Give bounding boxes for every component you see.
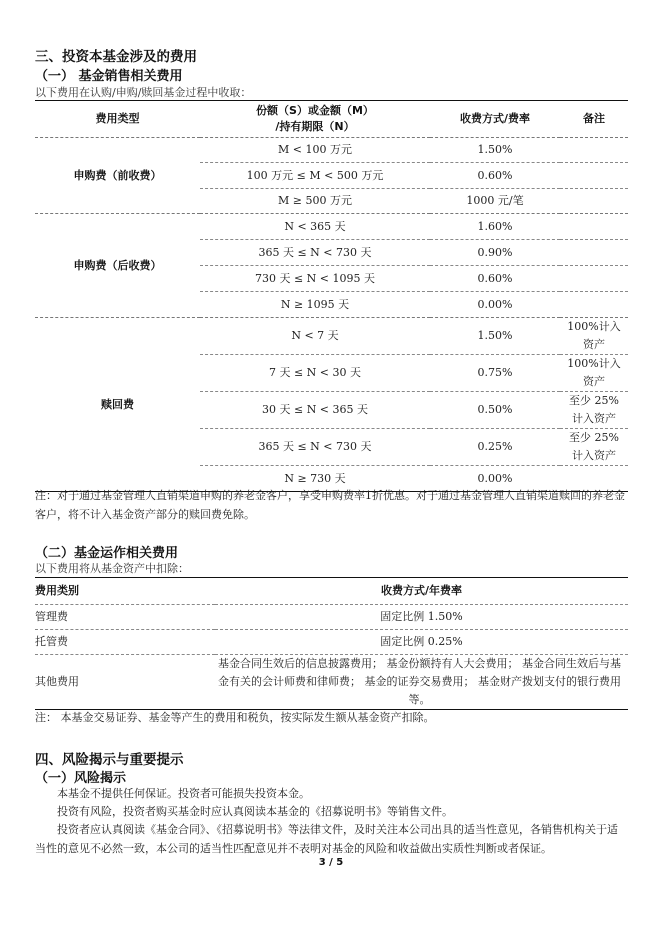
note-cell: [560, 266, 628, 292]
header-annual-rate: 收费方式/年费率: [215, 578, 628, 605]
range-cell: 365 天 ≤ N < 730 天: [200, 429, 430, 466]
range-cell: 365 天 ≤ N < 730 天: [200, 240, 430, 266]
fee-type-cell: 赎回费: [101, 397, 134, 411]
rate-cell: 0.25%: [430, 429, 560, 466]
range-cell: M ≥ 500 万元: [200, 189, 430, 214]
header-rate: 收费方式/费率: [430, 101, 560, 138]
range-cell: 7 天 ≤ N < 30 天: [200, 355, 430, 392]
header-fee-category: 费用类别: [35, 578, 215, 605]
header-note: 备注: [560, 101, 628, 138]
fee-type-cell: 申购费（后收费）: [35, 214, 200, 318]
range-cell: N < 365 天: [200, 214, 430, 240]
operation-fee-footnote: 注： 本基金交易证券、基金等产生的费用和税负，按实际发生额从基金资产扣除。: [35, 711, 435, 724]
note-cell: [560, 292, 628, 318]
fee-rate: 固定比例 0.25%: [215, 630, 628, 655]
note-cell: [560, 240, 628, 266]
header-range-line1: 份额（S）或金额（M）: [256, 104, 374, 117]
note-cell: 至少 25%计入资产: [560, 429, 628, 466]
range-cell: 730 天 ≤ N < 1095 天: [200, 266, 430, 292]
table-row: [35, 138, 628, 163]
operation-fee-table: [35, 577, 628, 710]
rate-cell: 1.50%: [430, 138, 560, 163]
note-cell: [560, 138, 628, 163]
range-cell: N ≥ 730 天: [284, 471, 346, 485]
note-cell: 至少 25%计入资产: [560, 392, 628, 429]
rate-cell: 0.50%: [430, 392, 560, 429]
section-3-1-title: （一） 基金销售相关费用: [35, 69, 183, 84]
range-cell: N ≥ 1095 天: [200, 292, 430, 318]
rate-cell: 0.00%: [430, 292, 560, 318]
range-cell: M < 100 万元: [200, 138, 430, 163]
fee-category: 其他费用: [35, 675, 79, 688]
page-number: 3 / 5: [318, 857, 344, 868]
header-range: [200, 101, 430, 138]
note-cell: 100%计入资产: [560, 355, 628, 392]
fee-category: 管理费: [35, 605, 215, 630]
rate-cell: 0.60%: [430, 163, 560, 189]
header-range-line2: /持有期限（N）: [275, 120, 355, 133]
section-3-1-intro: 以下费用在认购/申购/赎回基金过程中收取：: [35, 86, 252, 99]
section-4-title: 四、风险揭示与重要提示: [35, 752, 184, 768]
risk-paragraph: 本基金不提供任何保证。投资者可能损失投资本金。: [57, 787, 310, 800]
sales-fee-footnote: 注：对于通过基金管理人直销渠道申购的养老金客户，享受申购费率1折优惠。对于通过基金管理人直销渠道赎回的养老金客户，将不计入基金资产部分的赎回费免除。: [35, 489, 625, 521]
note-cell: [560, 214, 628, 240]
rate-cell: 0.75%: [430, 355, 560, 392]
section-3-title: 三、投资本基金涉及的费用: [35, 49, 197, 65]
rate-cell: 0.00%: [477, 471, 513, 485]
range-cell: N < 7 天: [200, 318, 430, 355]
section-3-2-title: （二）基金运作相关费用: [35, 546, 179, 561]
table-header-row: [35, 101, 628, 138]
risk-paragraph: 投资者应认真阅读《基金合同》、《招募说明书》等法律文件，及时关注本公司出具的适当性意见，各销售机构关于适当性的意见不必然一致，本公司的适当性匹配意见并不表明对基金的风险和收益做出实质性判断或者保证。: [35, 823, 618, 855]
table-row: [35, 214, 628, 240]
note-cell: [560, 163, 628, 189]
fee-rate: 固定比例 1.50%: [215, 605, 628, 630]
range-cell: 30 天 ≤ N < 365 天: [200, 392, 430, 429]
table-header-row: [35, 578, 628, 605]
table-row: [35, 605, 628, 630]
fee-type-cell: 申购费（前收费）: [35, 138, 200, 214]
rate-cell: 0.60%: [430, 266, 560, 292]
rate-cell: 1.60%: [430, 214, 560, 240]
range-cell: 100 万元 ≤ M < 500 万元: [200, 163, 430, 189]
risk-paragraph: 投资有风险，投资者购买基金时应认真阅读本基金的《招募说明书》等销售文件。: [57, 805, 453, 818]
fee-category: 托管费: [35, 630, 215, 655]
section-4-1-title: （一）风险揭示: [35, 771, 127, 786]
header-fee-type: 费用类型: [35, 101, 200, 138]
rate-cell: 1.50%: [430, 318, 560, 355]
section-3-2-intro: 以下费用将从基金资产中扣除：: [35, 562, 189, 575]
table-row: [35, 630, 628, 655]
fee-rate: 基金合同生效后的信息披露费用； 基金份额持有人大会费用； 基金合同生效后与基金有关的会计师费和律师费； 基金的证券交易费用； 基金财产拨划支付的银行费用等。: [218, 657, 621, 706]
table-row: [35, 318, 628, 355]
rate-cell: 0.90%: [430, 240, 560, 266]
note-cell: [560, 189, 628, 214]
table-row: [35, 655, 628, 710]
sales-fee-table: [35, 100, 628, 492]
note-cell: 100%计入资产: [560, 318, 628, 355]
rate-cell: 1000 元/笔: [430, 189, 560, 214]
